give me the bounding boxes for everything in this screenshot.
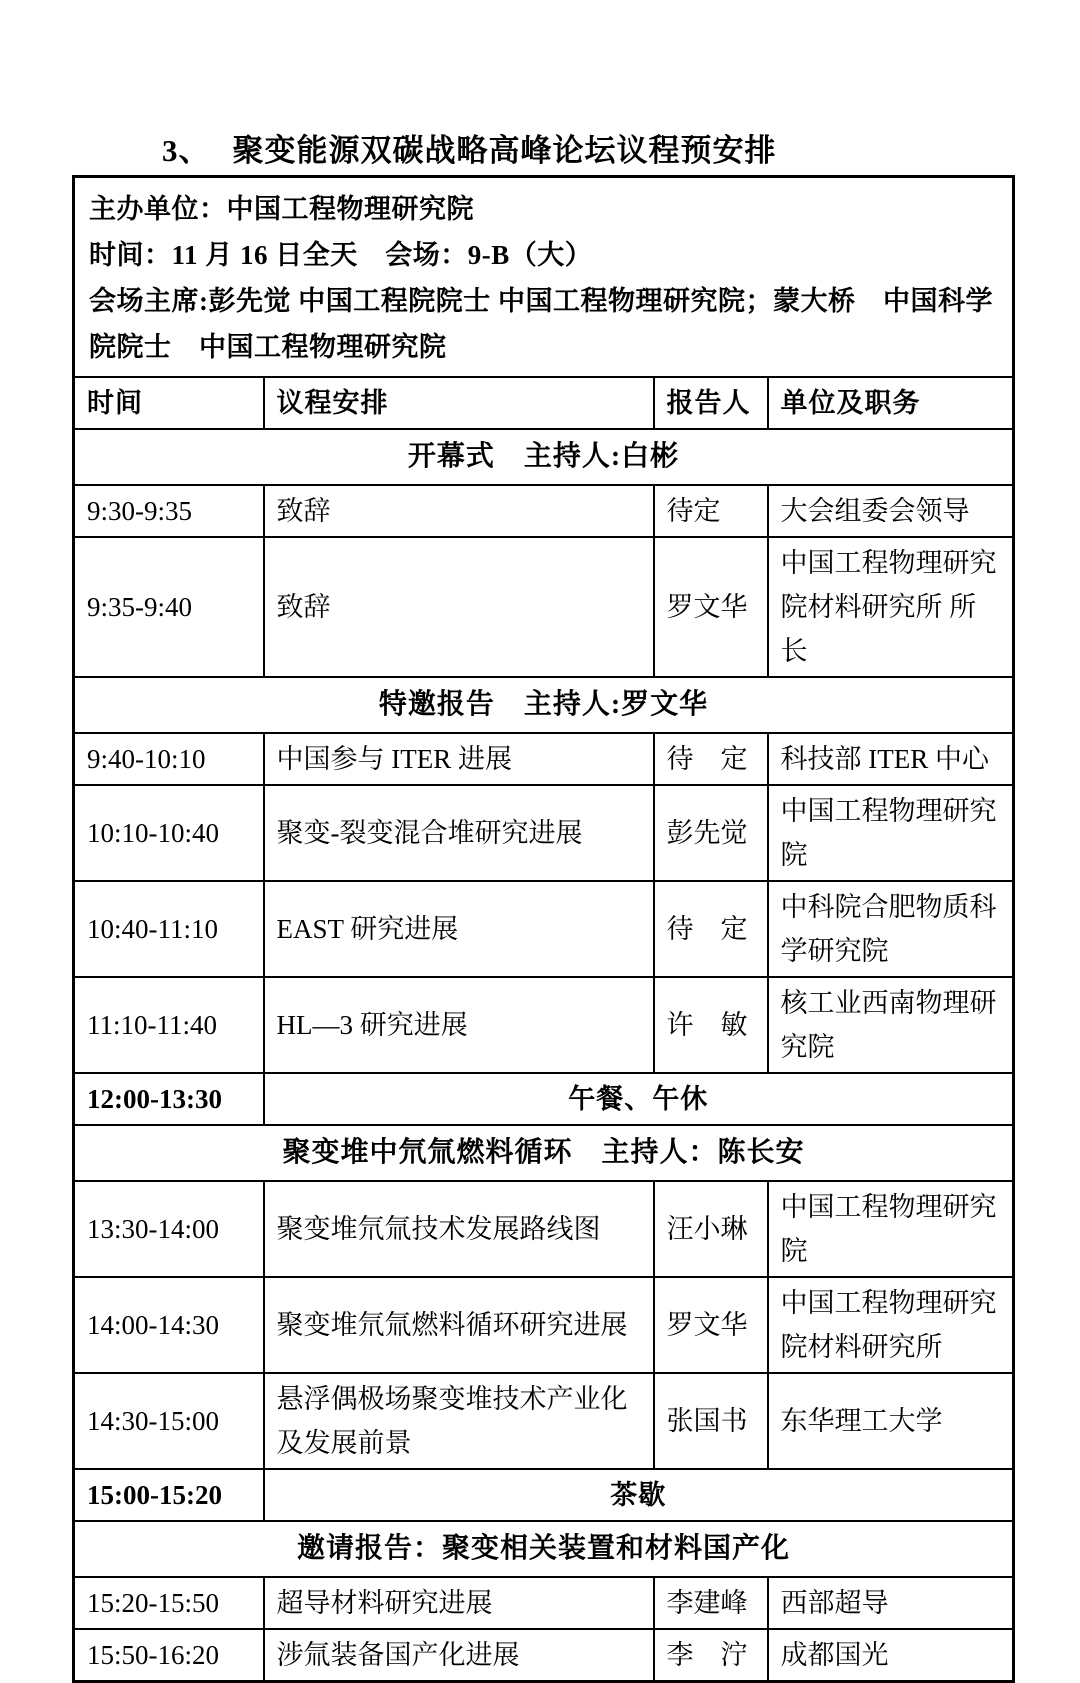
agenda-time: 9:30-9:35 xyxy=(74,485,264,537)
header-row xyxy=(74,377,1014,429)
agenda-time: 14:00-14:30 xyxy=(74,1277,264,1373)
time-venue-line: 时间：11 月 16 日全天 会场：9-B（大） xyxy=(89,240,593,270)
host-line: 主办单位：中国工程物理研究院 xyxy=(89,194,474,224)
agenda-org: 科技部 ITER 中心 xyxy=(768,733,1014,785)
agenda-row xyxy=(74,1373,1014,1469)
break-time: 12:00-13:30 xyxy=(74,1073,264,1125)
info-row xyxy=(74,177,1014,378)
break-label: 午餐、午休 xyxy=(264,1073,1014,1125)
agenda-speaker: 待 定 xyxy=(654,881,768,977)
agenda-row xyxy=(74,537,1014,677)
agenda-org: 核工业西南物理研究院 xyxy=(768,977,1014,1073)
agenda-topic: 悬浮偶极场聚变堆技术产业化及发展前景 xyxy=(264,1373,654,1469)
agenda-time: 10:40-11:10 xyxy=(74,881,264,977)
page-title xyxy=(162,0,1080,169)
agenda-row xyxy=(74,977,1014,1073)
break-row xyxy=(74,1469,1014,1521)
agenda-topic: 超导材料研究进展 xyxy=(264,1577,654,1629)
agenda-topic: 聚变堆氘氚技术发展路线图 xyxy=(264,1181,654,1277)
agenda-time: 10:10-10:40 xyxy=(74,785,264,881)
agenda-org: 中国工程物理研究院 xyxy=(768,1181,1014,1277)
agenda-time: 11:10-11:40 xyxy=(74,977,264,1073)
agenda-speaker: 张国书 xyxy=(654,1373,768,1469)
agenda-time: 9:40-10:10 xyxy=(74,733,264,785)
agenda-topic: 聚变-裂变混合堆研究进展 xyxy=(264,785,654,881)
section-header-row xyxy=(74,677,1014,733)
meeting-info xyxy=(74,177,1014,378)
agenda-time: 13:30-14:00 xyxy=(74,1181,264,1277)
agenda-speaker: 待 定 xyxy=(654,733,768,785)
agenda-org: 中科院合肥物质科学研究院 xyxy=(768,881,1014,977)
agenda-table-body xyxy=(74,177,1014,1682)
break-label: 茶歇 xyxy=(264,1469,1014,1521)
agenda-row xyxy=(74,1577,1014,1629)
chairs-line: 会场主席:彭先觉 中国工程院院士 中国工程物理研究院；蒙大桥 中国科学院院士 中国工程物理研究院 xyxy=(89,286,993,362)
col-header-org: 单位及职务 xyxy=(768,377,1014,429)
agenda-speaker: 待定 xyxy=(654,485,768,537)
agenda-time: 14:30-15:00 xyxy=(74,1373,264,1469)
agenda-topic: 涉氚装备国产化进展 xyxy=(264,1629,654,1682)
section-header-row xyxy=(74,1521,1014,1577)
break-time: 15:00-15:20 xyxy=(74,1469,264,1521)
agenda-time: 15:20-15:50 xyxy=(74,1577,264,1629)
agenda-speaker: 罗文华 xyxy=(654,1277,768,1373)
agenda-org: 中国工程物理研究院 xyxy=(768,785,1014,881)
col-header-speaker: 报告人 xyxy=(654,377,768,429)
title-number: 3、 xyxy=(162,133,211,168)
agenda-speaker: 彭先觉 xyxy=(654,785,768,881)
title-text: 聚变能源双碳战略高峰论坛议程预安排 xyxy=(232,133,777,168)
agenda-org: 大会组委会领导 xyxy=(768,485,1014,537)
col-header-topic: 议程安排 xyxy=(264,377,654,429)
agenda-speaker: 李建峰 xyxy=(654,1577,768,1629)
agenda-speaker: 罗文华 xyxy=(654,537,768,677)
section-title: 开幕式 主持人:白彬 xyxy=(74,429,1014,485)
section-title: 邀请报告：聚变相关装置和材料国产化 xyxy=(74,1521,1014,1577)
agenda-topic: 聚变堆氘氚燃料循环研究进展 xyxy=(264,1277,654,1373)
agenda-time: 15:50-16:20 xyxy=(74,1629,264,1682)
section-header-row xyxy=(74,1125,1014,1181)
agenda-topic: 致辞 xyxy=(264,485,654,537)
agenda-speaker: 汪小琳 xyxy=(654,1181,768,1277)
agenda-org: 东华理工大学 xyxy=(768,1373,1014,1469)
agenda-org: 中国工程物理研究院材料研究所 所长 xyxy=(768,537,1014,677)
agenda-org: 中国工程物理研究院材料研究所 xyxy=(768,1277,1014,1373)
agenda-table xyxy=(72,175,1015,1683)
break-row xyxy=(74,1073,1014,1125)
agenda-row xyxy=(74,1277,1014,1373)
agenda-speaker: 李 泞 xyxy=(654,1629,768,1682)
agenda-row xyxy=(74,1629,1014,1682)
section-title: 特邀报告 主持人:罗文华 xyxy=(74,677,1014,733)
agenda-topic: HL—3 研究进展 xyxy=(264,977,654,1073)
agenda-row xyxy=(74,733,1014,785)
agenda-speaker: 许 敏 xyxy=(654,977,768,1073)
agenda-topic: 中国参与 ITER 进展 xyxy=(264,733,654,785)
agenda-org: 西部超导 xyxy=(768,1577,1014,1629)
section-title: 聚变堆中氘氚燃料循环 主持人：陈长安 xyxy=(74,1125,1014,1181)
agenda-row xyxy=(74,881,1014,977)
agenda-topic: EAST 研究进展 xyxy=(264,881,654,977)
section-header-row xyxy=(74,429,1014,485)
agenda-time: 9:35-9:40 xyxy=(74,537,264,677)
agenda-org: 成都国光 xyxy=(768,1629,1014,1682)
agenda-row xyxy=(74,785,1014,881)
agenda-row xyxy=(74,485,1014,537)
col-header-time: 时间 xyxy=(74,377,264,429)
agenda-row xyxy=(74,1181,1014,1277)
agenda-topic: 致辞 xyxy=(264,537,654,677)
